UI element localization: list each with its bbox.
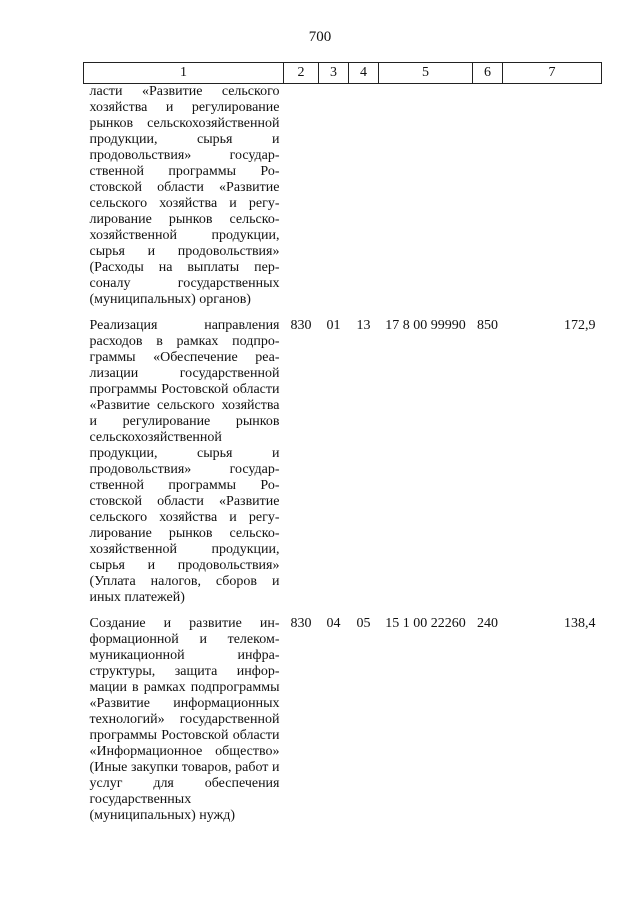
table-body [84,84,602,825]
cell-target-article [379,84,473,309]
cell-amount [503,84,602,309]
header-row [84,63,602,84]
cell-amount: 172,9 [564,318,596,333]
cell-subsection: 13 [356,318,371,333]
cell-ministry-code: 830 [290,318,312,333]
column-header-3: 3 [319,63,349,84]
row-description: Создание и развитие информационной и телекоммуникационной инфраструктуры, защита информации в рамках подпрограммы «Развитие информационных технологий» государственной программы Ростовской области «Информационное общество» (Иные закупки товаров, работ и услуг для обеспечения государственных (муниципальных) нужд) [89,616,280,823]
table-row [84,606,602,824]
cell-amount: 138,4 [564,616,596,631]
cell-section: 01 [326,318,341,333]
budget-table [83,62,602,824]
row-description: Реализация направления расходов в рамках подпрограммы «Обеспечение реализации государственной программы Ростовской области «Развитие сельского хозяйства и регулирование рынков сельскохозяйственной продукции, сырья и продовольствия» государственной программы Ростовской области «Развитие сельского хозяйства и регулирование рынков сельскохозяйственной продукции, сырья и продовольствия» (Уплата налогов, сборов и иных платежей) [89,318,280,605]
row-description: ласти «Развитие сельского хозяйства и регулирование рынков сельскохозяйственной продукции, сырья и продовольствия» государственной программы Ростовской области «Развитие сельского хозяйства и регулирование рынков сельскохозяйственной продукции, сырья и продовольствия» (Расходы на выплаты персоналу государственных (муниципальных) органов) [89,84,280,307]
column-header-2: 2 [284,63,319,84]
cell-expense-type: 240 [477,616,498,631]
column-header-5: 5 [379,63,473,84]
column-header-4: 4 [349,63,379,84]
page-number: 700 [308,29,332,45]
cell-expense-type: 850 [477,318,498,333]
cell-ministry-code: 830 [290,616,312,631]
table-header [84,63,602,84]
cell-subsection: 05 [356,616,371,631]
cell-target-article: 15 1 00 22260 [385,616,466,631]
row-description-cell [84,606,284,824]
table-row [84,84,602,309]
cell-section: 04 [326,616,341,631]
cell-target-article: 17 8 00 99990 [385,318,466,333]
row-description-cell [84,84,284,309]
cell-section [319,84,349,309]
row-description-cell [84,308,284,606]
column-header-1: 1 [84,63,284,84]
cell-ministry-code [284,84,319,309]
column-header-7: 7 [503,63,602,84]
cell-subsection [349,84,379,309]
table-row [84,308,602,606]
cell-expense-type [473,84,503,309]
column-header-6: 6 [473,63,503,84]
